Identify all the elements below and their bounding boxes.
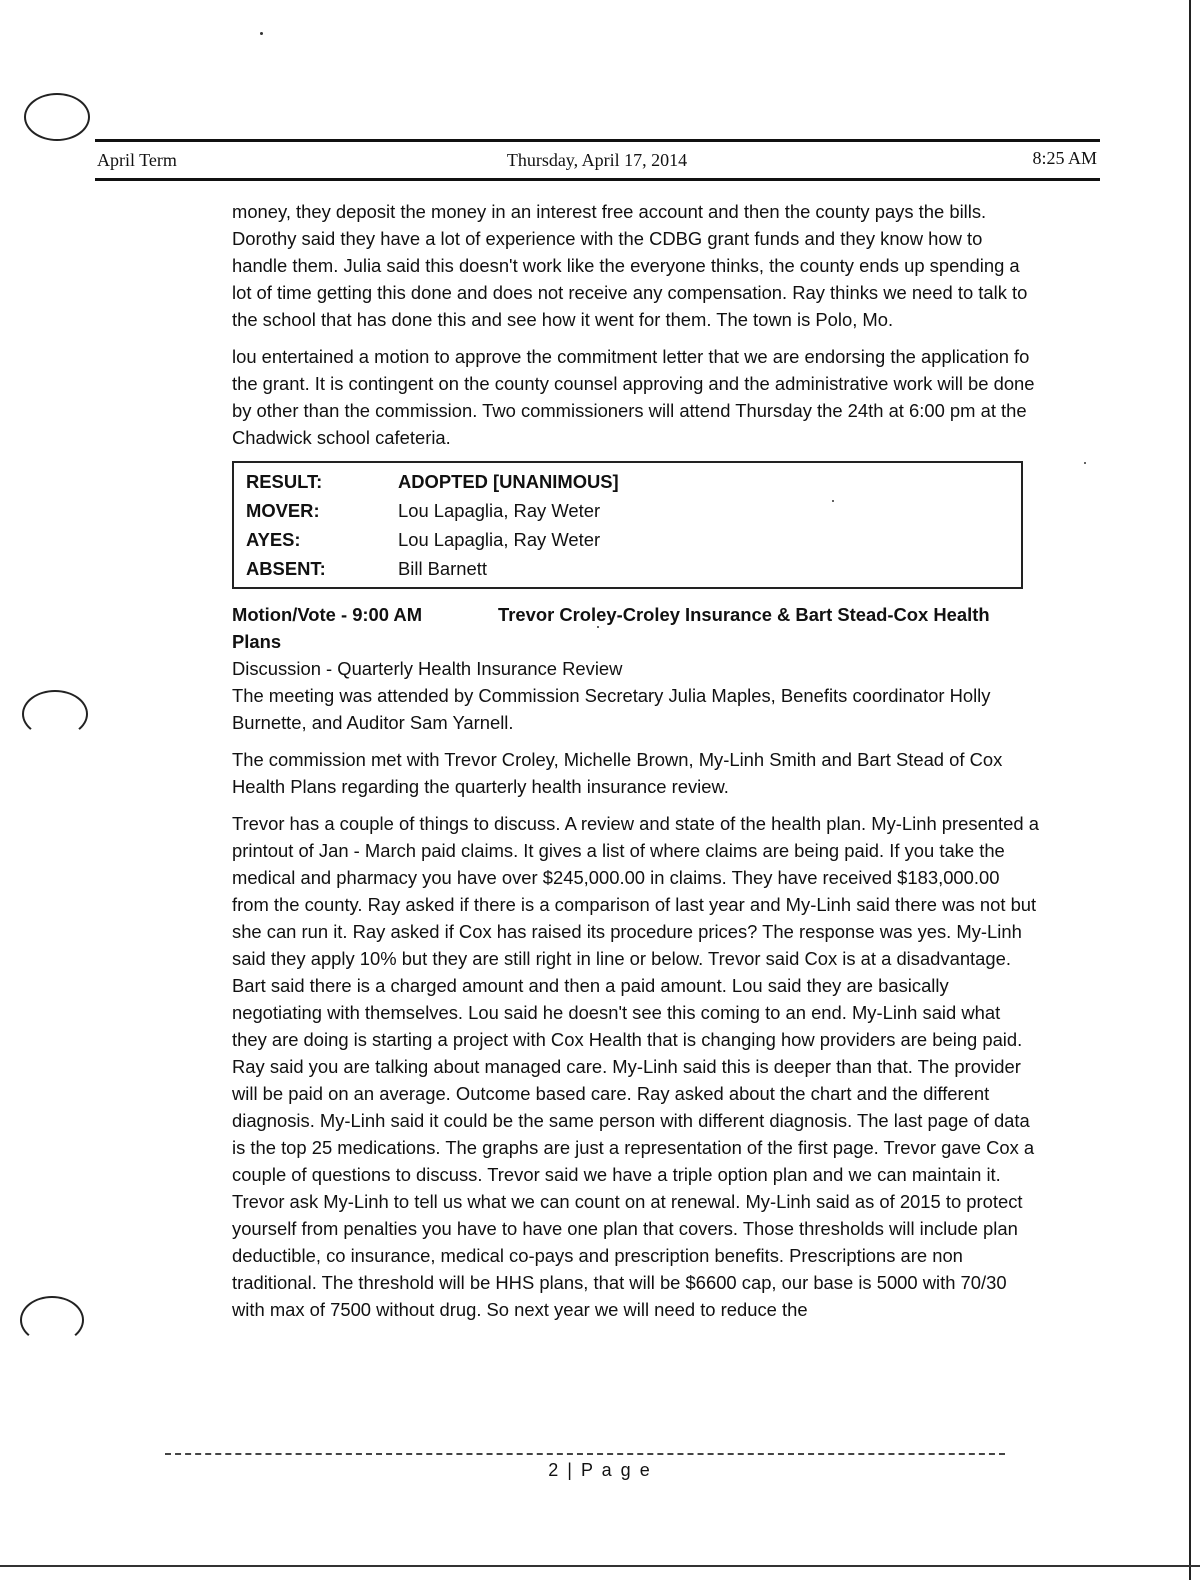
discussion-line: Discussion - Quarterly Health Insurance Review [232, 658, 623, 679]
motion-title: Trevor Croley-Croley Insurance & Bart Stead-Cox Health Plans [232, 604, 990, 652]
header-rule [95, 178, 1100, 181]
page-edge-bottom [0, 1565, 1200, 1567]
page-header [97, 148, 1097, 176]
result-value: ADOPTED [UNANIMOUS] [398, 471, 619, 492]
motion-heading [232, 601, 1040, 655]
header-time: 8:25 AM [1032, 148, 1097, 168]
ayes-value: Lou Lapaglia, Ray Weter [398, 529, 601, 550]
punch-hole-icon [22, 690, 88, 738]
paragraph: The commission met with Trevor Croley, Michelle Brown, My-Linh Smith and Bart Stead of Cox Health Plans regarding the quarterly health insurance review. [232, 749, 1003, 797]
paragraph: Trevor has a couple of things to discuss. A review and state of the health plan. My-Linh presented a printout of Jan - March paid claims. It gives a list of where claims are being paid. If you take the medical and pharmacy you have over $245,000.00 in claims. They have received $183,000.00 from the county. Ray asked if there is a comparison of last year and My-Linh said there was not but she can run it. Ray asked if Cox has raised its procedure prices? The response was yes. My-Linh said they apply 10% but they are still right in line or below. Trevor said Cox is at a disadvantage. Bart said there is a charged amount and then a paid amount. Lou said they are basically negotiating with themselves. Lou said he doesn't see this coming to an end. My-Linh said what they are doing is starting a project with Cox Health that is changing how providers are being paid. Ray said you are talking about managed care. My-Linh said this is deeper than that. The provider will be paid on an average. Outcome based care. Ray asked about the chart and the different diagnosis. My-Linh said it could be the same person with different diagnosis. The last page of data is the top 25 medications. The graphs are just a representation of the first page. Trevor gave Cox a couple of questions to discuss. Trevor said we have a triple option plan and we can maintain it. Trevor ask My-Linh to tell us what we can count on at renewal. My-Linh said as of 2015 to protect yourself from penalties you have to have one plan that covers. Those thresholds will include plan deductible, co insurance, medical co-pays and prescription benefits. Prescriptions are non traditional. The threshold will be HHS plans, that will be $6600 cap, our base is 5000 with 70/30 with max of 7500 without drug. So next year we will need to reduce the [232, 813, 1039, 1320]
page-edge-right [1189, 0, 1191, 1580]
minutes-body [232, 198, 1040, 1333]
footer-rule [165, 1453, 1005, 1455]
scan-speck [260, 32, 263, 35]
header-rule [95, 139, 1100, 142]
ayes-label: AYES: [246, 529, 301, 550]
paragraph: lou entertained a motion to approve the commitment letter that we are endorsing the application fo the grant. It is contingent on the county counsel approving and the administrative work will be done by other than the commission. Two commissioners will attend Thursday the 24th at 6:00 pm at the Chadwick school cafeteria. [232, 346, 1035, 448]
mover-value: Lou Lapaglia, Ray Weter [398, 500, 601, 521]
page-number: 2 | P a g e [548, 1460, 652, 1480]
punch-hole-icon [24, 93, 90, 141]
result-label: RESULT: [246, 471, 323, 492]
mover-label: MOVER: [246, 500, 320, 521]
absent-value: Bill Barnett [398, 558, 487, 579]
ayes-row [246, 525, 1021, 554]
scan-speck [1084, 462, 1086, 464]
motion-time: Motion/Vote - 9:00 AM [232, 604, 423, 625]
absent-row [246, 554, 1021, 583]
mover-row [246, 496, 1021, 525]
vote-result-box [232, 461, 1023, 589]
punch-hole-icon [20, 1296, 84, 1344]
paragraph: money, they deposit the money in an interest free account and then the county pays the bills. Dorothy said they have a lot of experience with the CDBG grant funds and they know how to handle them. Julia said this doesn't work like the everyone thinks, the county ends up spending a lot of time getting this done and does not receive any compensation. Ray thinks we need to talk to the school that has done this and see how it went for them. The town is Polo, Mo. [232, 201, 1028, 330]
attendance-paragraph: The meeting was attended by Commission Secretary Julia Maples, Benefits coordinator Holly Burnette, and Auditor Sam Yarnell. [232, 685, 991, 733]
header-term: April Term [97, 150, 177, 170]
absent-label: ABSENT: [246, 558, 326, 579]
header-date: Thursday, April 17, 2014 [506, 150, 688, 170]
result-row [246, 467, 1021, 496]
